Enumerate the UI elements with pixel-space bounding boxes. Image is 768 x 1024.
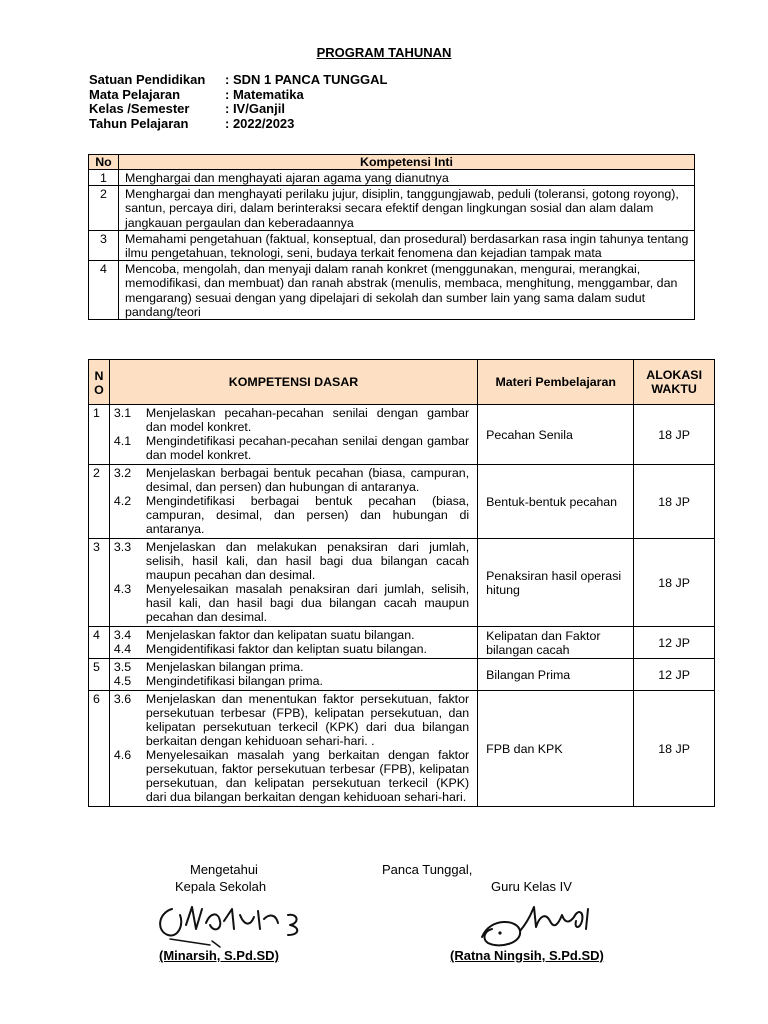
kd-item-number: 4.6 bbox=[113, 748, 132, 762]
kd-item-text: Mengindetifikasi pecahan-pecahan senilai dengan gambar dan model konkret. bbox=[145, 434, 470, 462]
kd-item-text: Menjelaskan dan melakukan penaksiran dari jumlah, selisih, hasil kali, dan hasil bagi dua bilangan cacah maupun pecahan dan desimal. bbox=[145, 540, 470, 582]
kd-alokasi: 18 JP bbox=[634, 539, 715, 627]
kd-item-text: Menjelaskan pecahan-pecahan senilai dengan gambar dan model konkret. bbox=[145, 406, 470, 434]
kd-items bbox=[109, 691, 477, 807]
kd-header-alokasi-line2: WAKTU bbox=[651, 382, 697, 396]
kd-alokasi: 12 JP bbox=[634, 659, 715, 691]
info-value: : IV/Ganjil bbox=[225, 101, 285, 116]
kd-item-number: 3.5 bbox=[113, 660, 132, 674]
kd-header-alokasi bbox=[634, 360, 715, 405]
ki-row-number: 3 bbox=[89, 230, 119, 260]
kd-item-text: Menjelaskan bilangan prima. bbox=[145, 660, 304, 674]
kd-item bbox=[114, 692, 469, 748]
kd-item-text: Menyelesaikan masalah penaksiran dari jumlah, selisih, hasil kali, dan hasil bagi dua bilangan cacah maupun pecahan dan desimal. bbox=[145, 582, 470, 624]
table-row bbox=[89, 691, 715, 807]
kd-item-text: Menjelaskan faktor dan kelipatan suatu bilangan. bbox=[145, 628, 415, 642]
kd-item-text: Menyelesaikan masalah yang berkaitan dengan faktor persekutuan, faktor persekutuan terbesar (FPB), kelipatan persekutuan, dan kelipatan persekutuan terkecil (KPK) dari dua bilangan berkaitan dengan kehiduoan sehari-hari. bbox=[145, 748, 470, 804]
kd-item bbox=[114, 628, 469, 642]
kd-item bbox=[114, 642, 469, 656]
kd-items bbox=[109, 627, 477, 659]
kd-item-text: Menjelaskan berbagai bentuk pecahan (biasa, campuran, desimal, dan persen) dan hubungan di antaranya. bbox=[145, 466, 470, 494]
document-title: PROGRAM TAHUNAN bbox=[316, 45, 452, 60]
kd-item bbox=[114, 406, 469, 434]
kd-materi: Bentuk-bentuk pecahan bbox=[478, 465, 634, 539]
kd-items bbox=[109, 539, 477, 627]
kd-item bbox=[114, 494, 469, 536]
info-row-year bbox=[89, 117, 388, 132]
table-row bbox=[89, 230, 695, 260]
table-row bbox=[89, 465, 715, 539]
info-value: : 2022/2023 bbox=[225, 115, 295, 131]
kd-item-number: 3.3 bbox=[113, 540, 132, 554]
info-label: Tahun Pelajaran bbox=[89, 115, 189, 131]
info-label: Kelas /Semester bbox=[89, 101, 190, 116]
kd-row-number: 5 bbox=[89, 659, 110, 691]
kd-item-number: 3.1 bbox=[113, 406, 132, 420]
kd-item-text: Mengidentifikasi faktor dan keliptan suatu bilangan. bbox=[145, 642, 427, 656]
left-signature-line1: Mengetahui bbox=[190, 862, 258, 877]
kd-materi: FPB dan KPK bbox=[478, 691, 634, 807]
kd-items bbox=[109, 465, 477, 539]
ki-header-row bbox=[89, 155, 695, 170]
ki-header-title: Kompetensi Inti bbox=[119, 155, 695, 170]
kd-item bbox=[114, 540, 469, 582]
info-value: : Matematika bbox=[225, 86, 304, 102]
kd-item bbox=[114, 660, 469, 674]
kd-header-alokasi-line1: ALOKASI bbox=[646, 368, 703, 382]
table-row bbox=[89, 659, 715, 691]
table-row bbox=[89, 627, 715, 659]
kd-alokasi: 12 JP bbox=[634, 627, 715, 659]
ki-row-text: Mencoba, mengolah, dan menyaji dalam ranah konkret (menggunakan, mengurai, merangkai, memodifikasi, dan membuat) dan ranah abstrak (menulis, membaca, menghitung, menggambar, dan mengarang) sesuai dengan yang dipelajari di sekolah dan sumber lain yang sama dalam sudut pandang/teori bbox=[119, 261, 695, 320]
info-row-school bbox=[89, 73, 388, 88]
kd-item-number: 3.4 bbox=[113, 628, 132, 642]
table-row bbox=[89, 261, 695, 320]
kd-header-no-line1: N bbox=[94, 369, 104, 383]
headmaster-signature bbox=[150, 895, 310, 953]
ki-row-text: Menghargai dan menghayati ajaran agama yang dianutnya bbox=[119, 170, 695, 186]
kd-row-number: 1 bbox=[89, 405, 110, 465]
kd-row-number: 2 bbox=[89, 465, 110, 539]
kd-item-number: 4.3 bbox=[113, 582, 132, 596]
kd-header-no bbox=[89, 360, 110, 405]
kd-item bbox=[114, 748, 469, 804]
kd-item bbox=[114, 434, 469, 462]
kd-header-no-line2: O bbox=[94, 383, 104, 397]
kd-item-number: 3.6 bbox=[113, 692, 132, 706]
kd-alokasi: 18 JP bbox=[634, 691, 715, 807]
table-row bbox=[89, 405, 715, 465]
ki-row-text: Memahami pengetahuan (faktual, konseptual, dan prosedural) berdasarkan rasa ingin tahunya tentang ilmu pengetahuan, teknologi, seni, budaya terkait fenomena dan kejadian tampak mata bbox=[119, 230, 695, 260]
kd-materi: Kelipatan dan Faktor bilangan cacah bbox=[478, 627, 634, 659]
table-row bbox=[89, 539, 715, 627]
kd-item-text: Mengindetifikasi berbagai bentuk pecahan (biasa, campuran, desimal, dan persen) dan hubungan di antaranya. bbox=[145, 494, 470, 536]
school-info bbox=[89, 73, 388, 131]
kd-header-row bbox=[89, 360, 715, 405]
right-signature-line1: Panca Tunggal, bbox=[382, 862, 473, 877]
kd-item-text: Mengindetifikasi bilangan prima. bbox=[145, 674, 323, 688]
kd-item bbox=[114, 582, 469, 624]
kd-materi: Penaksiran hasil operasi hitung bbox=[478, 539, 634, 627]
kd-item bbox=[114, 466, 469, 494]
ki-row-text: Menghargai dan menghayati perilaku jujur, disiplin, tanggungjawab, peduli (toleransi, gotong royong), santun, percaya diri, dalam berinteraksi secara efektif dengan lingkungan sosial dan alam dalam jangkauan pergaulan dan keberadaannya bbox=[119, 186, 695, 231]
kompetensi-inti-table bbox=[88, 154, 695, 320]
ki-row-number: 2 bbox=[89, 186, 119, 231]
kd-alokasi: 18 JP bbox=[634, 405, 715, 465]
headmaster-name: (Minarsih, S.Pd.SD) bbox=[159, 948, 279, 963]
info-label: Mata Pelajaran bbox=[89, 86, 181, 102]
kd-row-number: 6 bbox=[89, 691, 110, 807]
kompetensi-dasar-table bbox=[88, 359, 715, 807]
info-label: Satuan Pendidikan bbox=[89, 72, 206, 87]
kd-alokasi: 18 JP bbox=[634, 465, 715, 539]
kd-items bbox=[109, 405, 477, 465]
kd-header-kompetensi: KOMPETENSI DASAR bbox=[109, 360, 477, 405]
kd-item-number: 4.4 bbox=[113, 642, 132, 656]
kd-row-number: 3 bbox=[89, 539, 110, 627]
ki-row-number: 4 bbox=[89, 261, 119, 320]
kd-item-text: Menjelaskan dan menentukan faktor persekutuan, faktor persekutuan terbesar (FPB), kelipatan persekutuan, dan kelipatan persekutuan terkecil (KPK) dari dua bilangan berkaitan dengan kehiduoan sehari-hari. . bbox=[145, 692, 470, 748]
kd-item-number: 4.1 bbox=[113, 434, 132, 448]
kd-row-number: 4 bbox=[89, 627, 110, 659]
table-row bbox=[89, 186, 695, 231]
left-signature-line2: Kepala Sekolah bbox=[175, 879, 267, 894]
right-signature-line2: Guru Kelas IV bbox=[491, 879, 572, 894]
kd-materi: Bilangan Prima bbox=[478, 659, 634, 691]
info-row-class bbox=[89, 102, 388, 117]
ki-row-number: 1 bbox=[89, 170, 119, 186]
kd-header-materi: Materi Pembelajaran bbox=[478, 360, 634, 405]
table-row bbox=[89, 170, 695, 186]
ki-header-no: No bbox=[89, 155, 119, 170]
kd-item bbox=[114, 674, 469, 688]
kd-items bbox=[109, 659, 477, 691]
teacher-signature bbox=[470, 897, 600, 955]
info-row-subject bbox=[89, 88, 388, 103]
info-value: : SDN 1 PANCA TUNGGAL bbox=[225, 72, 388, 87]
teacher-name: (Ratna Ningsih, S.Pd.SD) bbox=[450, 948, 604, 963]
kd-item-number: 4.5 bbox=[113, 674, 132, 688]
kd-item-number: 3.2 bbox=[113, 466, 132, 480]
kd-materi: Pecahan Senila bbox=[478, 405, 634, 465]
kd-item-number: 4.2 bbox=[113, 494, 132, 508]
